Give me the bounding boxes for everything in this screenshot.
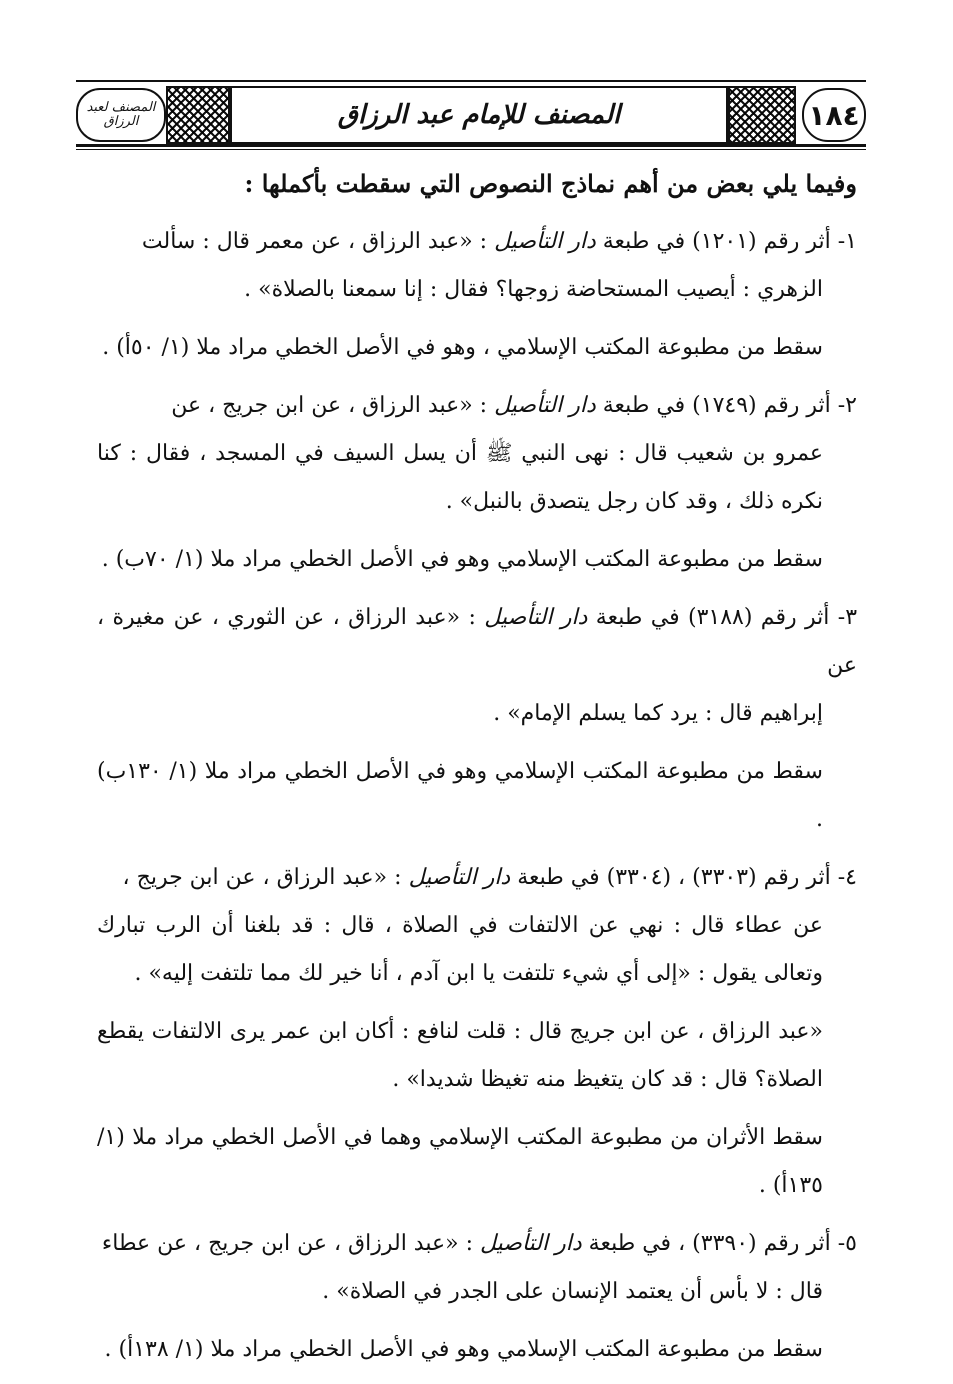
item-2-text: : «عبد الرزاق ، عن ابن جريج ، عن — [171, 393, 488, 418]
header-rule-top — [76, 80, 866, 82]
item-1-note: سقط من مطبوعة المكتب الإسلامي ، وهو في الأصل الخطي مراد ملا (١/ ٥٠أ) . — [102, 335, 823, 360]
running-title: المصنف للإمام عبد الرزاق — [230, 86, 728, 144]
item-2-lead: ٢- أثر رقم (١٧٤٩) في طبعة — [602, 393, 857, 418]
item-4 — [97, 854, 857, 998]
item-4-extra: «عبد الرزاق ، عن ابن جريج قال : قلت لنافع : أكان ابن عمر يرى الالتفات يقطع الصلاة؟ قال : قد كان يتغيظ منه تغيظا شديدا» . — [97, 1019, 823, 1092]
item-4-note: سقط الأثران من مطبوعة المكتب الإسلامي وهما في الأصل الخطي مراد ملا (١/ ١٣٥أ) . — [97, 1125, 823, 1198]
item-1-lead: ١- أثر رقم (١٢٠١) في طبعة — [602, 229, 857, 254]
item-5-lead: ٥- أثر رقم (٣٣٩٠) ، في طبعة — [588, 1231, 857, 1256]
page-number: ١٨٤ — [802, 88, 866, 142]
item-3-note: سقط من مطبوعة المكتب الإسلامي وهو في الأصل الخطي مراد ملا (١/ ١٣٠ب) . — [97, 759, 823, 832]
header-rule-bottom — [76, 144, 866, 147]
item-3-lead: ٣- أثر رقم (٣١٨٨) في طبعة — [595, 605, 858, 630]
item-5-note: سقط من مطبوعة المكتب الإسلامي وهو في الأصل الخطي مراد ملا (١/ ١٣٨أ) . — [104, 1337, 823, 1362]
item-4-lead: ٤- أثر رقم (٣٣٠٣) ، (٣٣٠٤) في طبعة — [517, 865, 857, 890]
item-5-continuation: قال : لا بأس أن يعتمد الإنسان على الجدر في الصلاة» . — [322, 1279, 823, 1304]
item-5-edition: دار التأصيل — [480, 1231, 582, 1256]
item-2-edition: دار التأصيل — [494, 393, 596, 418]
item-3-edition: دار التأصيل — [484, 605, 588, 630]
running-header — [76, 84, 866, 142]
header-rule-bottom-thin — [76, 149, 866, 150]
item-5 — [97, 1220, 857, 1316]
item-3-text: : «عبد الرزاق ، عن الثوري ، عن مغيرة ، عن — [97, 605, 857, 678]
item-3 — [97, 594, 857, 738]
item-2-note: سقط من مطبوعة المكتب الإسلامي وهو في الأصل الخطي مراد ملا (١/ ٧٠ب) . — [101, 547, 823, 572]
item-1-edition: دار التأصيل — [494, 229, 596, 254]
item-3-continuation: إبراهيم قال : يرد كما يسلم الإمام» . — [493, 701, 823, 726]
item-4-edition: دار التأصيل — [408, 865, 511, 890]
page-body — [97, 160, 857, 1384]
item-1 — [97, 218, 857, 314]
item-4-continuation: عن عطاء قال : نهي عن الالتفات في الصلاة ، قال : قد بلغنا أن الرب تبارك وتعالى يقول : «إلى أي شيء تلتفت يا ابن آدم ، أنا خير لك مما تلتفت إليه» . — [97, 913, 823, 986]
item-2-continuation: عمرو بن شعيب قال : نهى النبي ﷺ أن يسل السيف في المسجد ، فقال : كنا نكره ذلك ، وقد كان رجل يتصدق بالنبل» . — [97, 441, 823, 514]
intro-heading: وفيما يلي بعض من أهم نماذج النصوص التي سقطت بأكملها : — [244, 169, 857, 198]
item-5-text: : «عبد الرزاق ، عن ابن جريج ، عن عطاء — [101, 1231, 473, 1256]
item-2 — [97, 382, 857, 526]
item-4-text: : «عبد الرزاق ، عن ابن جريج ، — [122, 865, 402, 890]
ornament-right — [728, 86, 796, 144]
ornament-left — [166, 86, 230, 144]
item-1-continuation: الزهري : أيصيب المستحاضة زوجها؟ فقال : إنا سمعنا بالصلاة» . — [244, 277, 823, 302]
item-1-text: : «عبد الرزاق ، عن معمر قال : سألت — [141, 229, 488, 254]
book-logo: المصنف لعبد الرزاق — [76, 88, 166, 142]
